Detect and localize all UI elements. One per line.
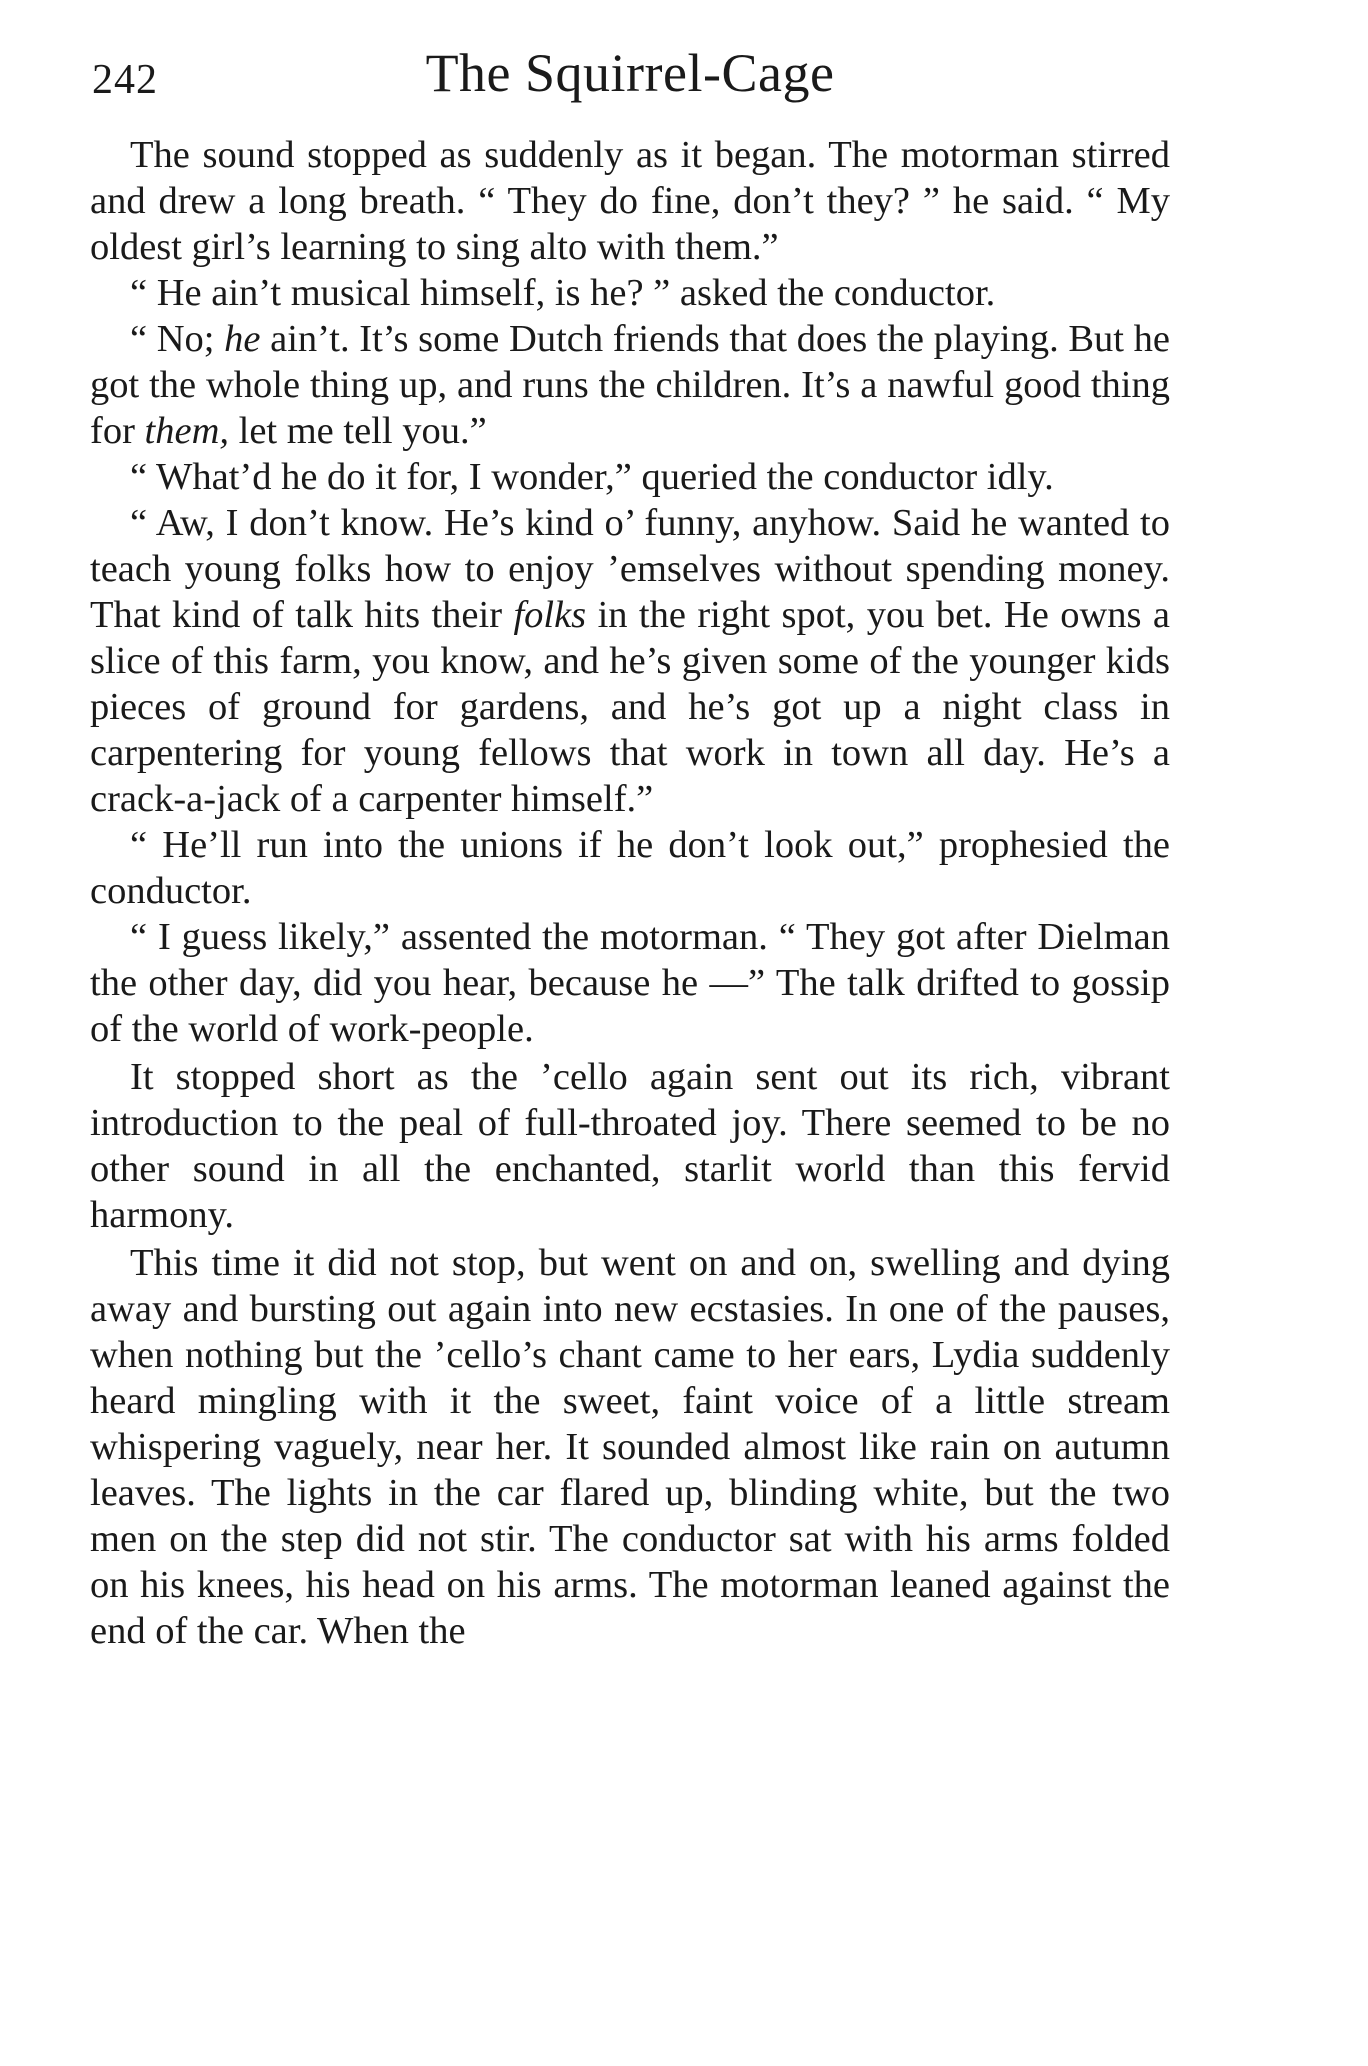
paragraph-text: “ I guess likely,” assented the motorman. “ They got after Dielman the other day, did you hear, because he —” The talk drifted to gossip of the world of work-people.	[90, 916, 1170, 1050]
running-title: The Squirrel-Cage	[425, 43, 835, 103]
italic-text: them,	[144, 410, 229, 452]
paragraph-4	[90, 454, 1170, 500]
paragraph-text: “ He ain’t musical himself, is he? ” asked the conductor.	[130, 272, 996, 314]
body-text	[90, 132, 1170, 1654]
paragraph-3	[90, 316, 1170, 454]
page-number: 242	[92, 57, 158, 103]
paragraph-text: The sound stopped as suddenly as it began. The motorman stirred and drew a long breath. “ They do fine, don’t they? ” he said. “ My oldest girl’s learning to sing alto with them.”	[90, 134, 1170, 268]
paragraph-1	[90, 132, 1170, 270]
paragraph-text: “ No;	[130, 318, 225, 360]
paragraph-5	[90, 500, 1170, 822]
italic-text: folks	[513, 594, 587, 636]
paragraph-text: This time it did not stop, but went on and on, swelling and dying away and bursting out again into new ecstasies. In one of the pauses, when nothing but the ’cello’s chant came to her ears, Lydia suddenly heard mingling with it the sweet, faint voice of a little stream whispering vaguely, near her. It sounded almost like rain on autumn leaves. The lights in the car flared up, blinding white, but the two men on the step did not stir. The conductor sat with his arms folded on his knees, his head on his arms. The motorman leaned against the end of the car. When the	[90, 1242, 1170, 1652]
paragraph-text: let me tell you.”	[229, 410, 487, 452]
paragraph-7	[90, 914, 1170, 1052]
paragraph-text: in the right spot, you bet. He owns a slice of this farm, you know, and he’s given some of the younger kids pieces of ground for gardens, and he’s got up a night class in carpentering for young fellows that work in town all day. He’s a crack-a-jack of a carpenter himself.”	[90, 594, 1170, 820]
paragraph-text: “ What’d he do it for, I wonder,” queried the conductor idly.	[130, 456, 1054, 498]
page-header	[90, 36, 1170, 122]
paragraph-text: “ He’ll run into the unions if he don’t look out,” prophesied the conductor.	[90, 824, 1170, 912]
paragraph-2	[90, 270, 1170, 316]
book-page	[90, 36, 1170, 1654]
paragraph-9	[90, 1240, 1170, 1654]
italic-text: he	[224, 318, 261, 360]
paragraph-text: “ Aw, I don’t know. He’s kind o’ funny, anyhow. Said he wanted to teach young folks how to enjoy ’emselves without spending money. That kind of talk hits their	[90, 502, 1170, 636]
paragraph-text: It stopped short as the ’cello again sent out its rich, vibrant introduction to the peal of full-throated joy. There seemed to be no other sound in all the enchanted, starlit world than this fervid harmony.	[90, 1056, 1170, 1236]
paragraph-text: ain’t. It’s some Dutch friends that does the playing. But he got the whole thing up, and runs the children. It’s a nawful good thing for	[90, 318, 1170, 452]
paragraph-8	[90, 1054, 1170, 1238]
paragraph-6	[90, 822, 1170, 914]
